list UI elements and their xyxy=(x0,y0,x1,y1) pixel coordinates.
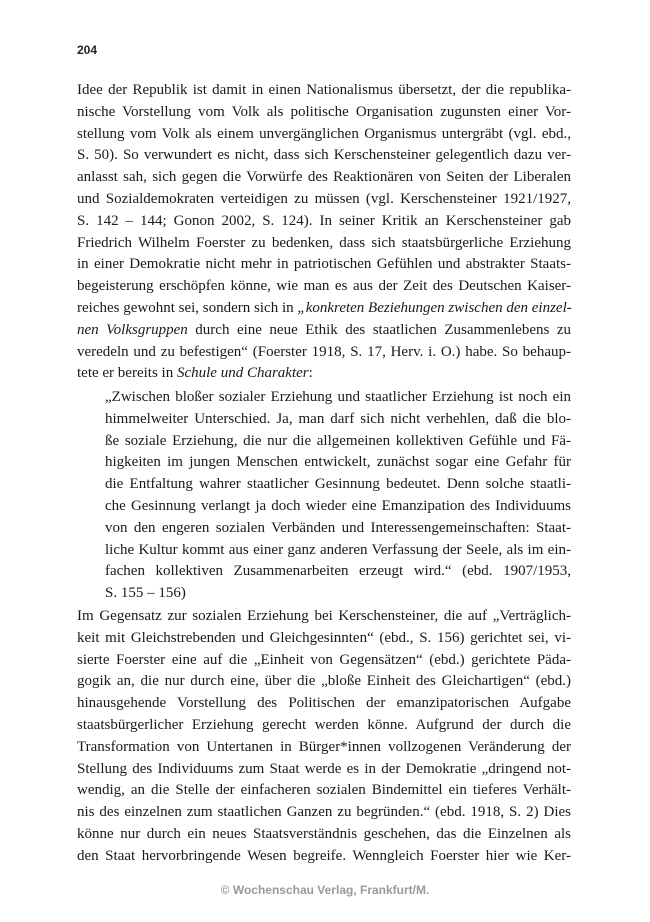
book-title: Schule und Charakter xyxy=(176,365,309,382)
italic-citation: „konkreten Beziehungen zwischen den einzel- xyxy=(297,299,572,316)
quote-line: von den engeren sozialen Verbänden und Interessengemeinschaften: Staat- xyxy=(105,519,571,536)
text-line xyxy=(77,320,571,342)
text-line xyxy=(77,298,571,320)
text-run: reiches gewohnt sei, sondern sich in xyxy=(77,299,298,316)
text-line: Friedrich Wilhelm Foerster zu bedenken, dass sich staatsbürgerliche Erziehung xyxy=(77,234,571,251)
text-line: anlasst sah, sich gegen die Vorwürfe des Reaktionären von Seiten der Liberalen xyxy=(77,169,571,186)
paragraph-1 xyxy=(77,80,571,385)
quote-line: liche Kultur kommt aus einer ganz anderen Verfassung der Seele, als im ein- xyxy=(105,541,571,558)
quote-line: higkeiten im jungen Menschen entwickelt, zunächst sogar eine Gefahr für xyxy=(105,454,571,471)
text-line: Idee der Republik ist damit in einen Nationalismus übersetzt, der die republika- xyxy=(77,82,571,98)
text-line: keit mit Gleichstrebenden und Gleichgesinnten“ (ebd., S. 156) gerichtet sei, vi- xyxy=(77,629,571,646)
quote-line: ße soziale Erziehung, die nur die allgemeinen kollektiven Gefühle und Fä- xyxy=(105,432,571,449)
text-run: durch eine neue Ethik des staatlichen Zusammenlebens zu xyxy=(187,321,571,338)
text-line: nische Vorstellung vom Volk als politische Organisation zugunsten einer Vor- xyxy=(77,103,571,120)
text-line: sierte Foerster eine auf die „Einheit von Gegensätzen“ (ebd.) gerichtete Päda- xyxy=(77,651,571,668)
paragraph-2 xyxy=(77,606,571,868)
text-line: begeisterung erschöpfen könne, wie man es aus der Zeit des Deutschen Kaiser- xyxy=(77,278,571,295)
italic-citation: nen Volksgruppen xyxy=(77,321,188,338)
quote-line: fachen kollektiven Zusammenarbeiten erzeugt wird.“ (ebd. 1907/1953, xyxy=(105,563,571,580)
text-line: und Sozialdemokraten verteidigen zu müssen (vgl. Kerschensteiner 1921/1927, xyxy=(77,190,571,207)
text-line: S. 142 – 144; Gonon 2002, S. 124). In seiner Kritik an Kerschensteiner gab xyxy=(77,212,571,229)
quote-line: S. 155 – 156) xyxy=(105,585,186,602)
text-line: nis des einzelnen zum staatlichen Ganzen zu begründen.“ (ebd. 1918, S. 2) Dies xyxy=(77,804,571,821)
copyright-footer: © Wochenschau Verlag, Frankfurt/M. xyxy=(220,883,430,897)
text-line: staatsbürgerlicher Erziehung gerecht werden könne. Aufgrund der durch die xyxy=(77,716,571,733)
text-line: in einer Demokratie nicht mehr in patriotischen Gefühlen und abstrakter Staats- xyxy=(77,256,571,273)
text-line: Transformation von Untertanen in Bürger*innen vollzogenen Veränderung der xyxy=(77,738,571,755)
text-line: wendig, an die Stelle der einfacheren sozialen Bindemittel ein tieferes Verhält- xyxy=(77,782,571,799)
quote-line: himmelweiter Unterschied. Ja, man darf sich nicht verhehlen, daß die blo- xyxy=(105,410,571,427)
text-line: Im Gegensatz zur sozialen Erziehung bei Kerschensteiner, die auf „Verträglich- xyxy=(77,608,571,624)
text-run: tete er bereits in xyxy=(77,365,177,382)
text-line: S. 50). So verwundert es nicht, dass sich Kerschensteiner gelegentlich dazu ver- xyxy=(77,147,571,164)
block-quote xyxy=(105,387,571,605)
text-line: den Staat hervorbringende Wesen begreife. Wenngleich Foerster hier wie Ker- xyxy=(77,847,571,864)
page-number: 204 xyxy=(77,43,98,57)
quote-line: che Gesinnung verlangt ja doch wieder eine Emanzipation des Individuums xyxy=(105,497,571,514)
text-line: hinausgehende Vorstellung des Politischen der emanzipatorischen Aufgabe xyxy=(77,695,571,712)
text-line: stellung vom Volk als einem unvergänglichen Organismus untergräbt (vgl. ebd., xyxy=(77,125,571,142)
quote-line: die Entfaltung wahrer staatlicher Gesinnung bedeutet. Denn solche staatli- xyxy=(105,476,571,493)
text-run: : xyxy=(308,365,313,382)
text-line: gogik an, die nur durch eine, über die „bloße Einheit des Gleichartigen“ (ebd.) xyxy=(77,673,571,690)
text-line: veredeln und zu befestigen“ (Foerster 1918, S. 17, Herv. i. O.) habe. So behaup- xyxy=(77,343,571,360)
text-line: Stellung des Individuums zum Staat werde es in der Demokratie „dringend not- xyxy=(77,760,571,777)
quote-line: „Zwischen bloßer sozialer Erziehung und staatlicher Erziehung ist noch ein xyxy=(105,389,571,405)
text-line xyxy=(77,363,571,385)
text-line: könne nur durch ein neues Staatsverständnis geschehen, das die Einzelnen als xyxy=(77,825,571,842)
